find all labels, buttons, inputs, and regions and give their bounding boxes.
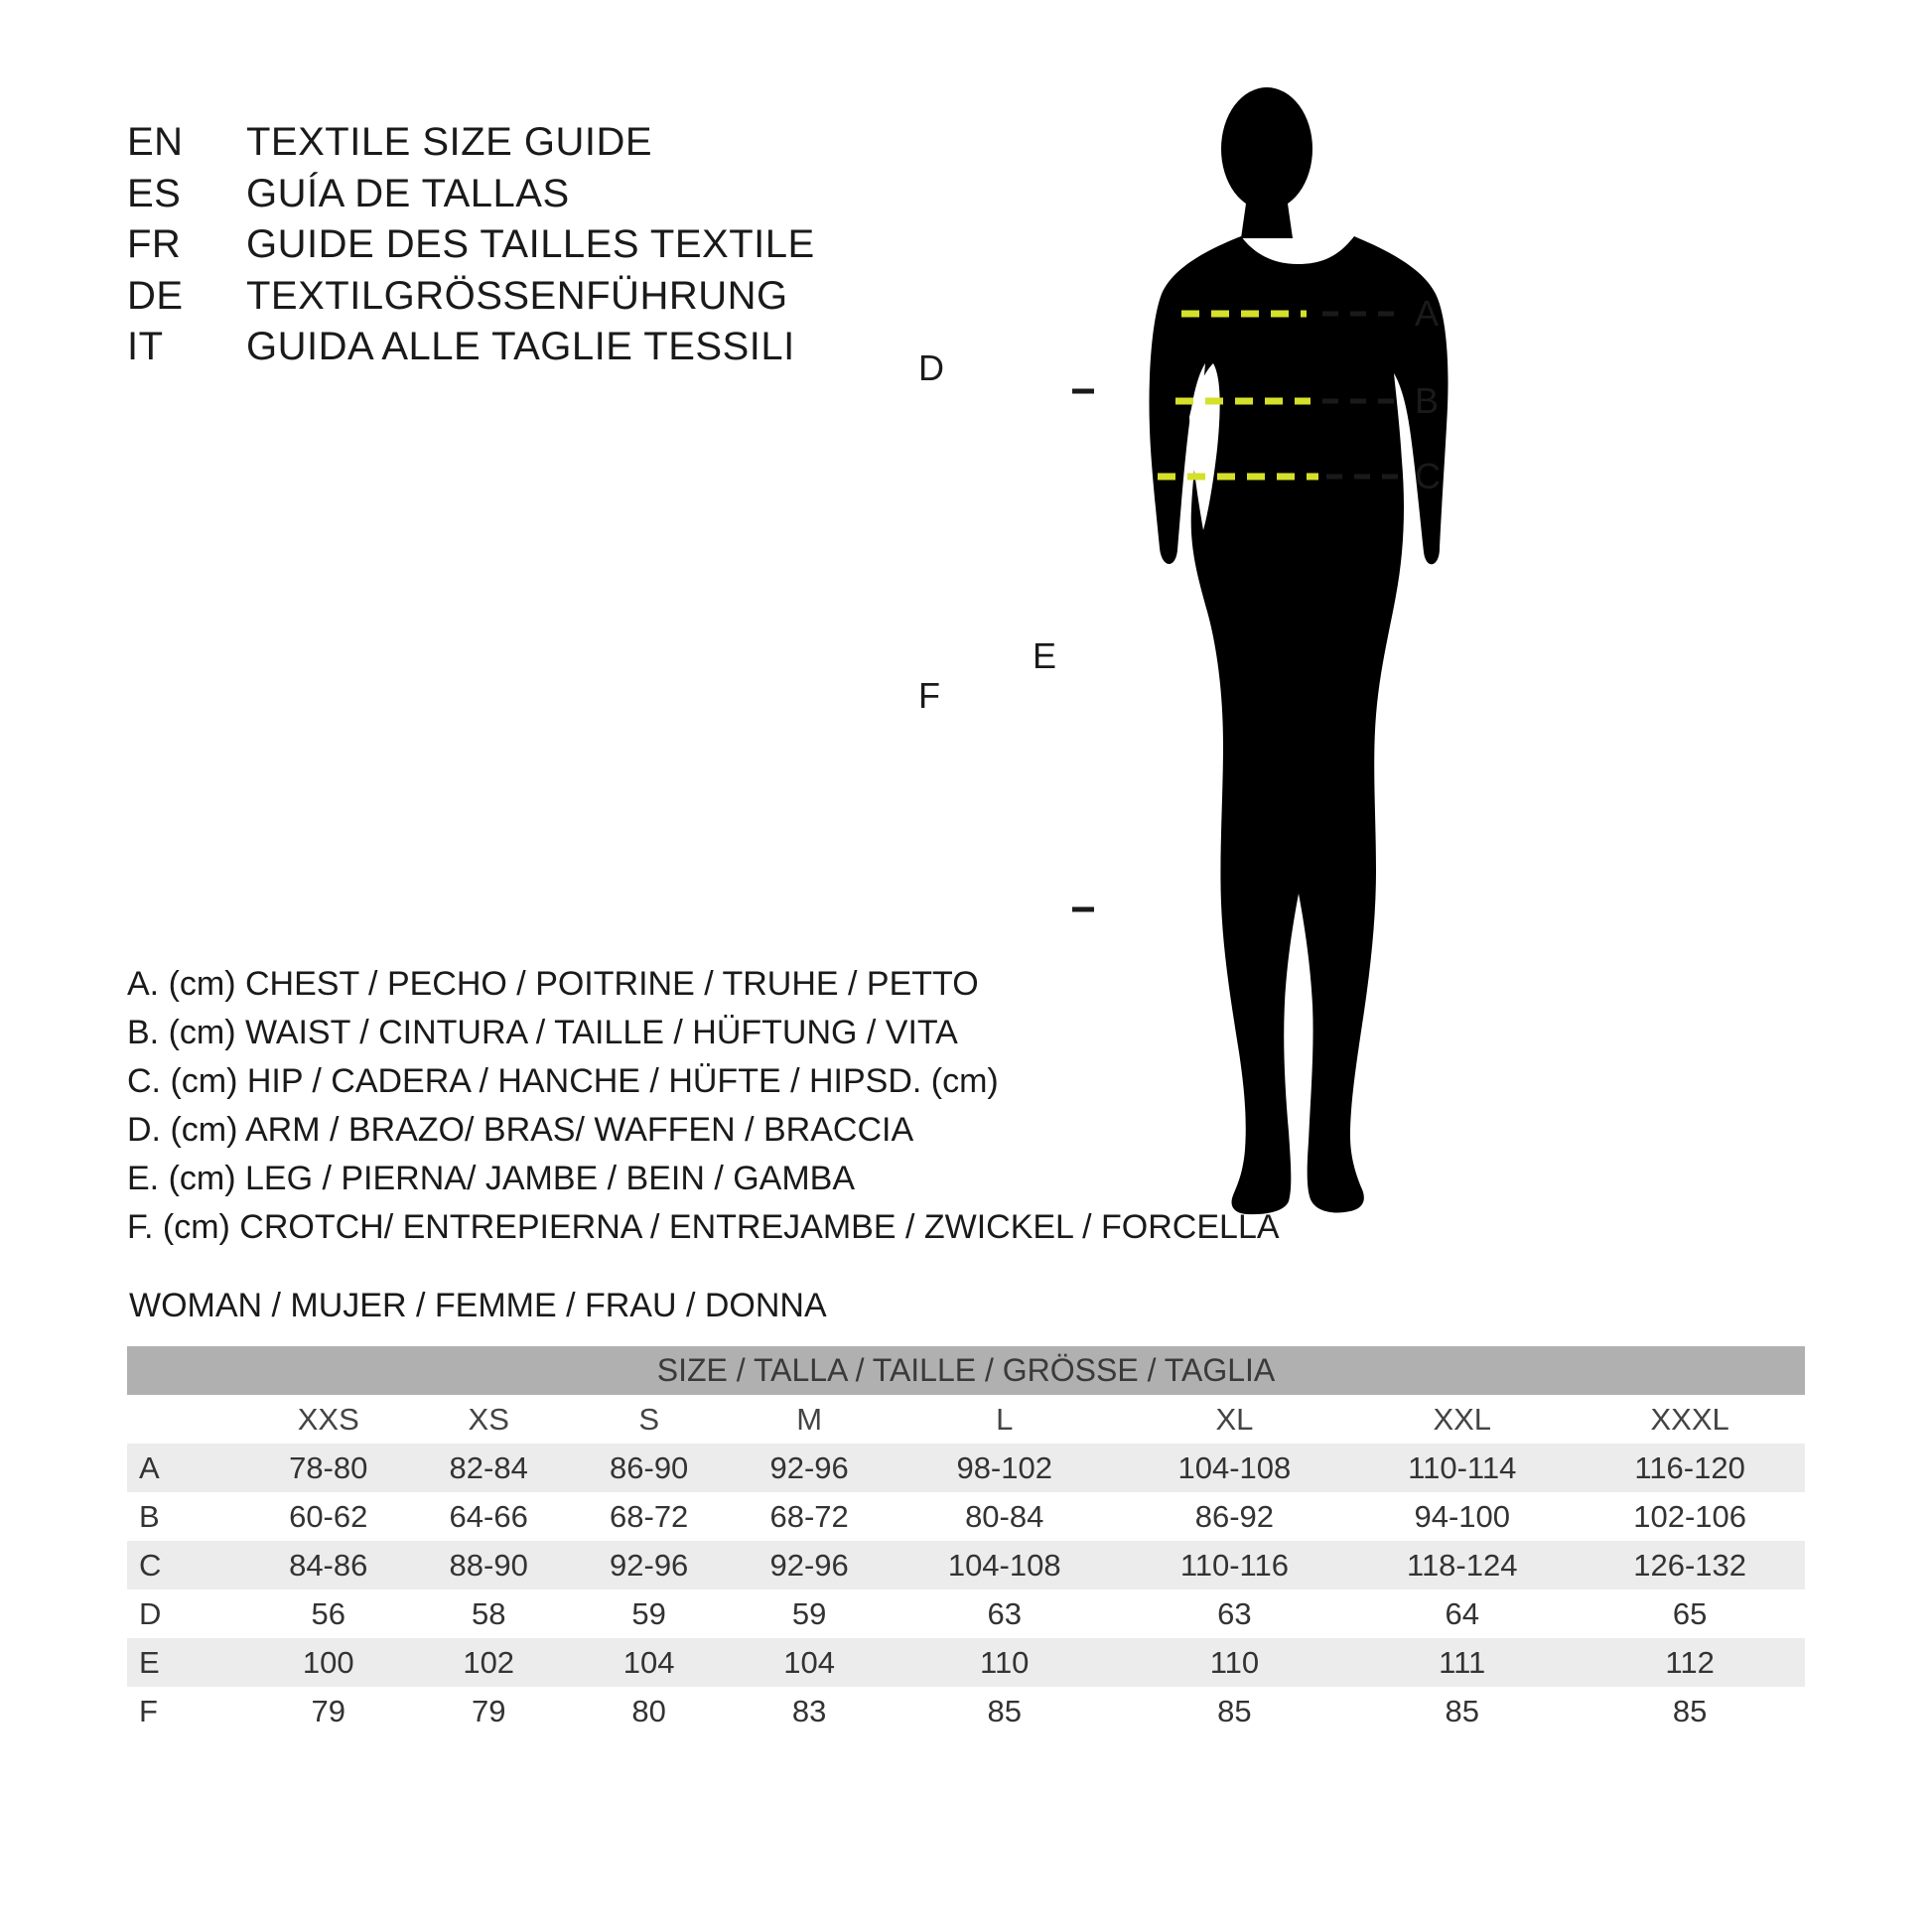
title-row: [127, 169, 941, 220]
table-cell: 84-86: [248, 1541, 408, 1589]
table-row-label: E: [127, 1638, 248, 1687]
table-col-header: XXXL: [1575, 1395, 1805, 1444]
table-cell: 85: [1120, 1687, 1350, 1735]
title-row: [127, 271, 941, 323]
table-cell: 79: [408, 1687, 568, 1735]
table-cell: 85: [1575, 1687, 1805, 1735]
title-text-es: GUÍA DE TALLAS: [246, 171, 570, 215]
table-cell: 104-108: [1120, 1444, 1350, 1492]
section-heading-woman: WOMAN / MUJER / FEMME / FRAU / DONNA: [129, 1287, 827, 1324]
dim-label-d: D: [918, 347, 944, 388]
table-col-header: XS: [408, 1395, 568, 1444]
table-col-header: M: [729, 1395, 889, 1444]
title-text-it: GUIDA ALLE TAGLIE TESSILI: [246, 325, 795, 369]
table-cell: 58: [408, 1589, 568, 1638]
table-cell: 56: [248, 1589, 408, 1638]
table-cell: 126-132: [1575, 1541, 1805, 1589]
table-cell: 63: [890, 1589, 1120, 1638]
table-cell: 110: [1120, 1638, 1350, 1687]
table-cell: 110-114: [1349, 1444, 1575, 1492]
title-row: [127, 219, 941, 271]
measurement-legend: [127, 960, 1280, 1252]
table-cell: 112: [1575, 1638, 1805, 1687]
table-cell: 104-108: [890, 1541, 1120, 1589]
table-cell: 83: [729, 1687, 889, 1735]
table-header-row: [127, 1395, 1805, 1444]
title-row: [127, 322, 941, 373]
table-banner-label: SIZE / TALLA / TAILLE / GRÖSSE / TAGLIA: [127, 1346, 1805, 1395]
table-cell: 110: [890, 1638, 1120, 1687]
table-cell: 64-66: [408, 1492, 568, 1541]
title-lang-es: ES: [127, 171, 182, 215]
table-cell: 60-62: [248, 1492, 408, 1541]
table-cell: 98-102: [890, 1444, 1120, 1492]
size-table: [127, 1346, 1805, 1735]
title-lang-it: IT: [127, 325, 164, 369]
title-block: [127, 117, 941, 373]
table-row-label: A: [127, 1444, 248, 1492]
table-cell: 102-106: [1575, 1492, 1805, 1541]
title-row: [127, 117, 941, 169]
table-cell: 85: [890, 1687, 1120, 1735]
table-row: [127, 1541, 1805, 1589]
table-cell: 79: [248, 1687, 408, 1735]
leg-dimension-bracket: [1072, 391, 1094, 909]
table-cell: 88-90: [408, 1541, 568, 1589]
female-silhouette-diagram: [1072, 60, 1866, 1301]
table-cell: 104: [729, 1638, 889, 1687]
table-row-label: B: [127, 1492, 248, 1541]
legend-item-b: B. (cm) WAIST / CINTURA / TAILLE / HÜFTUNG / VITA: [127, 1013, 958, 1051]
table-cell: 80: [569, 1687, 729, 1735]
table-cell: 100: [248, 1638, 408, 1687]
table-col-header: XXL: [1349, 1395, 1575, 1444]
table-cell: 92-96: [729, 1541, 889, 1589]
table-cell: 94-100: [1349, 1492, 1575, 1541]
table-col-header: XL: [1120, 1395, 1350, 1444]
title-lang-fr: FR: [127, 222, 182, 267]
table-cell: 104: [569, 1638, 729, 1687]
table-cell: 68-72: [569, 1492, 729, 1541]
table-cell: 82-84: [408, 1444, 568, 1492]
table-corner-cell: [127, 1395, 248, 1444]
table-cell: 59: [729, 1589, 889, 1638]
title-lang-en: EN: [127, 120, 184, 164]
dim-label-a: A: [1415, 293, 1440, 334]
table-col-header: L: [890, 1395, 1120, 1444]
table-cell: 65: [1575, 1589, 1805, 1638]
legend-item-a: A. (cm) CHEST / PECHO / POITRINE / TRUHE / PETTO: [127, 965, 979, 1003]
title-text-fr: GUIDE DES TAILLES TEXTILE: [246, 222, 815, 267]
table-cell: 64: [1349, 1589, 1575, 1638]
table-banner-row: [127, 1346, 1805, 1395]
legend-item-c: C. (cm) HIP / CADERA / HANCHE / HÜFTE / HIPSD. (cm): [127, 1061, 999, 1100]
table-row: [127, 1492, 1805, 1541]
table-row-label: F: [127, 1687, 248, 1735]
measurement-figure: [918, 60, 1866, 1301]
dim-label-c: C: [1415, 456, 1441, 496]
table-cell: 86-92: [1120, 1492, 1350, 1541]
table-cell: 116-120: [1575, 1444, 1805, 1492]
table-cell: 68-72: [729, 1492, 889, 1541]
dim-label-e: E: [1033, 635, 1057, 676]
table-row-label: D: [127, 1589, 248, 1638]
body-silhouette-icon: [1150, 87, 1449, 1214]
table-cell: 59: [569, 1589, 729, 1638]
table-row-label: C: [127, 1541, 248, 1589]
table-cell: 92-96: [569, 1541, 729, 1589]
table-col-header: XXS: [248, 1395, 408, 1444]
table-cell: 92-96: [729, 1444, 889, 1492]
title-text-en: TEXTILE SIZE GUIDE: [246, 120, 653, 164]
table-row: [127, 1638, 1805, 1687]
table-cell: 80-84: [890, 1492, 1120, 1541]
table-cell: 63: [1120, 1589, 1350, 1638]
title-lang-de: DE: [127, 273, 184, 318]
table-cell: 86-90: [569, 1444, 729, 1492]
table-cell: 110-116: [1120, 1541, 1350, 1589]
table-row: [127, 1444, 1805, 1492]
table-row: [127, 1687, 1805, 1735]
legend-item-f: F. (cm) CROTCH/ ENTREPIERNA / ENTREJAMBE / ZWICKEL / FORCELLA: [127, 1207, 1280, 1246]
table-cell: 118-124: [1349, 1541, 1575, 1589]
dim-label-b: B: [1415, 380, 1440, 421]
table-cell: 111: [1349, 1638, 1575, 1687]
legend-item-d: D. (cm) ARM / BRAZO/ BRAS/ WAFFEN / BRACCIA: [127, 1110, 914, 1149]
legend-item-e: E. (cm) LEG / PIERNA/ JAMBE / BEIN / GAMBA: [127, 1159, 856, 1197]
table-cell: 85: [1349, 1687, 1575, 1735]
table-col-header: S: [569, 1395, 729, 1444]
table-cell: 102: [408, 1638, 568, 1687]
table-cell: 78-80: [248, 1444, 408, 1492]
dim-label-f: F: [918, 675, 940, 716]
table-row: [127, 1589, 1805, 1638]
title-text-de: TEXTILGRÖSSENFÜHRUNG: [246, 273, 788, 318]
